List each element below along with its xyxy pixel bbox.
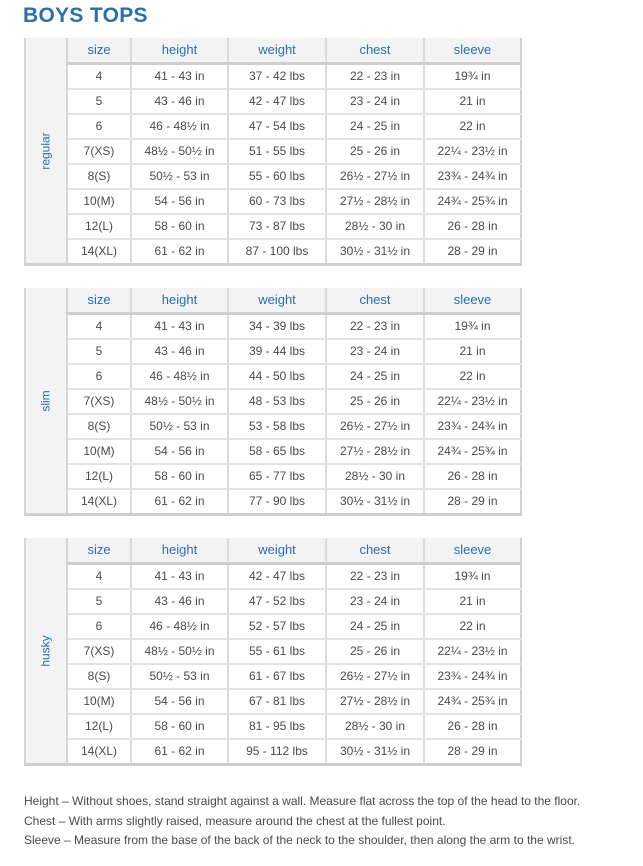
table-row: [25, 714, 521, 739]
table-row: [25, 614, 521, 639]
cell-height: 54 - 56 in: [131, 439, 228, 464]
cell-size: 12(L): [67, 714, 131, 739]
cell-size: 14(XL): [67, 489, 131, 515]
cell-chest: 23 - 24 in: [326, 589, 424, 614]
table-row: [25, 239, 521, 265]
fit-label-cell: [25, 538, 67, 765]
cell-weight: 77 - 90 lbs: [228, 489, 326, 515]
cell-sleeve: 23¾ - 24¾ in: [424, 414, 521, 439]
cell-weight: 34 - 39 lbs: [228, 314, 326, 340]
cell-height: 41 - 43 in: [131, 564, 228, 590]
column-header-weight: weight: [228, 538, 326, 564]
column-header-height: height: [131, 538, 228, 564]
cell-height: 50½ - 53 in: [131, 664, 228, 689]
cell-size: 4: [67, 564, 131, 590]
cell-height: 54 - 56 in: [131, 189, 228, 214]
cell-chest: 23 - 24 in: [326, 339, 424, 364]
cell-weight: 44 - 50 lbs: [228, 364, 326, 389]
table-header-row: [25, 38, 521, 64]
cell-height: 58 - 60 in: [131, 464, 228, 489]
column-header-size: size: [67, 38, 131, 64]
cell-sleeve: 24¾ - 25¾ in: [424, 439, 521, 464]
table-header-row: [25, 288, 521, 314]
cell-weight: 60 - 73 lbs: [228, 189, 326, 214]
size-table-regular: [24, 38, 522, 266]
cell-chest: 22 - 23 in: [326, 64, 424, 90]
cell-size: 6: [67, 114, 131, 139]
cell-weight: 61 - 67 lbs: [228, 664, 326, 689]
cell-height: 43 - 46 in: [131, 589, 228, 614]
cell-sleeve: 26 - 28 in: [424, 214, 521, 239]
cell-size: 12(L): [67, 214, 131, 239]
cell-sleeve: 19¾ in: [424, 564, 521, 590]
cell-weight: 53 - 58 lbs: [228, 414, 326, 439]
cell-height: 58 - 60 in: [131, 214, 228, 239]
cell-sleeve: 28 - 29 in: [424, 489, 521, 515]
cell-weight: 47 - 54 lbs: [228, 114, 326, 139]
cell-weight: 55 - 60 lbs: [228, 164, 326, 189]
cell-weight: 47 - 52 lbs: [228, 589, 326, 614]
column-header-chest: chest: [326, 538, 424, 564]
cell-sleeve: 28 - 29 in: [424, 239, 521, 265]
cell-size: 5: [67, 339, 131, 364]
cell-height: 43 - 46 in: [131, 339, 228, 364]
cell-sleeve: 24¾ - 25¾ in: [424, 689, 521, 714]
fit-label-cell: [25, 288, 67, 515]
cell-weight: 58 - 65 lbs: [228, 439, 326, 464]
cell-weight: 42 - 47 lbs: [228, 564, 326, 590]
table-row: [25, 564, 521, 590]
cell-height: 61 - 62 in: [131, 739, 228, 765]
cell-sleeve: 22¼ - 23½ in: [424, 389, 521, 414]
cell-weight: 73 - 87 lbs: [228, 214, 326, 239]
cell-sleeve: 23¾ - 24¾ in: [424, 664, 521, 689]
cell-weight: 55 - 61 lbs: [228, 639, 326, 664]
cell-size: 6: [67, 364, 131, 389]
cell-weight: 95 - 112 lbs: [228, 739, 326, 765]
cell-sleeve: 22 in: [424, 114, 521, 139]
table-row: [25, 664, 521, 689]
cell-chest: 28½ - 30 in: [326, 464, 424, 489]
fit-label: regular: [38, 131, 53, 170]
fit-label-cell: [25, 38, 67, 265]
cell-chest: 24 - 25 in: [326, 614, 424, 639]
cell-sleeve: 22¼ - 23½ in: [424, 639, 521, 664]
column-header-sleeve: sleeve: [424, 538, 521, 564]
table-row: [25, 439, 521, 464]
cell-height: 48½ - 50½ in: [131, 639, 228, 664]
cell-chest: 26½ - 27½ in: [326, 414, 424, 439]
cell-size: 7(XS): [67, 639, 131, 664]
cell-weight: 48 - 53 lbs: [228, 389, 326, 414]
cell-height: 48½ - 50½ in: [131, 139, 228, 164]
table-row: [25, 389, 521, 414]
cell-sleeve: 24¾ - 25¾ in: [424, 189, 521, 214]
cell-height: 46 - 48½ in: [131, 114, 228, 139]
table-header-row: [25, 538, 521, 564]
fit-label: husky: [38, 634, 53, 667]
cell-height: 43 - 46 in: [131, 89, 228, 114]
column-header-sleeve: sleeve: [424, 288, 521, 314]
cell-weight: 52 - 57 lbs: [228, 614, 326, 639]
footnote-chest: Chest – With arms slightly raised, measure around the chest at the fullest point.: [24, 813, 446, 828]
cell-height: 61 - 62 in: [131, 239, 228, 265]
fit-label: slim: [38, 389, 53, 412]
cell-size: 8(S): [67, 414, 131, 439]
cell-weight: 67 - 81 lbs: [228, 689, 326, 714]
cell-size: 7(XS): [67, 139, 131, 164]
cell-chest: 28½ - 30 in: [326, 714, 424, 739]
column-header-height: height: [131, 38, 228, 64]
cell-chest: 30½ - 31½ in: [326, 239, 424, 265]
measurement-notes: [24, 792, 580, 851]
cell-sleeve: 21 in: [424, 89, 521, 114]
cell-size: 5: [67, 589, 131, 614]
cell-sleeve: 19¾ in: [424, 64, 521, 90]
cell-weight: 39 - 44 lbs: [228, 339, 326, 364]
column-header-size: size: [67, 538, 131, 564]
column-header-sleeve: sleeve: [424, 38, 521, 64]
cell-chest: 30½ - 31½ in: [326, 489, 424, 515]
cell-sleeve: 22¼ - 23½ in: [424, 139, 521, 164]
table-row: [25, 414, 521, 439]
cell-chest: 25 - 26 in: [326, 139, 424, 164]
cell-chest: 27½ - 28½ in: [326, 189, 424, 214]
table-row: [25, 589, 521, 614]
table-row: [25, 314, 521, 340]
column-header-weight: weight: [228, 38, 326, 64]
cell-height: 61 - 62 in: [131, 489, 228, 515]
cell-chest: 22 - 23 in: [326, 564, 424, 590]
table-row: [25, 489, 521, 515]
footnote-sleeve: Sleeve – Measure from the base of the back of the neck to the shoulder, then along the arm to the wrist.: [24, 833, 575, 847]
cell-sleeve: 23¾ - 24¾ in: [424, 164, 521, 189]
size-table-slim: [24, 288, 522, 516]
cell-height: 41 - 43 in: [131, 64, 228, 90]
cell-size: 7(XS): [67, 389, 131, 414]
cell-chest: 25 - 26 in: [326, 389, 424, 414]
cell-size: 12(L): [67, 464, 131, 489]
table-row: [25, 64, 521, 90]
cell-chest: 25 - 26 in: [326, 639, 424, 664]
cell-sleeve: 21 in: [424, 589, 521, 614]
cell-sleeve: 26 - 28 in: [424, 464, 521, 489]
cell-chest: 24 - 25 in: [326, 364, 424, 389]
cell-chest: 26½ - 27½ in: [326, 164, 424, 189]
cell-size: 8(S): [67, 664, 131, 689]
cell-height: 48½ - 50½ in: [131, 389, 228, 414]
cell-weight: 37 - 42 lbs: [228, 64, 326, 90]
cell-height: 41 - 43 in: [131, 314, 228, 340]
cell-size: 4: [67, 314, 131, 340]
table-row: [25, 89, 521, 114]
column-header-weight: weight: [228, 288, 326, 314]
cell-size: 10(M): [67, 439, 131, 464]
cell-chest: 24 - 25 in: [326, 114, 424, 139]
column-header-height: height: [131, 288, 228, 314]
column-header-chest: chest: [326, 288, 424, 314]
cell-sleeve: 28 - 29 in: [424, 739, 521, 765]
table-row: [25, 639, 521, 664]
cell-sleeve: 22 in: [424, 614, 521, 639]
cell-chest: 23 - 24 in: [326, 89, 424, 114]
cell-sleeve: 22 in: [424, 364, 521, 389]
column-header-chest: chest: [326, 38, 424, 64]
cell-sleeve: 21 in: [424, 339, 521, 364]
table-row: [25, 689, 521, 714]
table-row: [25, 739, 521, 765]
table-row: [25, 139, 521, 164]
column-header-size: size: [67, 288, 131, 314]
cell-weight: 65 - 77 lbs: [228, 464, 326, 489]
footnote-height: Height – Without shoes, stand straight against a wall. Measure flat across the top of the head to the floor.: [24, 794, 581, 808]
cell-weight: 42 - 47 lbs: [228, 89, 326, 114]
cell-chest: 27½ - 28½ in: [326, 439, 424, 464]
cell-height: 54 - 56 in: [131, 689, 228, 714]
table-row: [25, 164, 521, 189]
cell-height: 50½ - 53 in: [131, 164, 228, 189]
cell-sleeve: 26 - 28 in: [424, 714, 521, 739]
cell-size: 10(M): [67, 689, 131, 714]
table-row: [25, 464, 521, 489]
cell-size: 6: [67, 614, 131, 639]
cell-height: 50½ - 53 in: [131, 414, 228, 439]
cell-weight: 87 - 100 lbs: [228, 239, 326, 265]
table-row: [25, 214, 521, 239]
cell-size: 8(S): [67, 164, 131, 189]
table-row: [25, 114, 521, 139]
cell-chest: 22 - 23 in: [326, 314, 424, 340]
table-row: [25, 364, 521, 389]
cell-sleeve: 19¾ in: [424, 314, 521, 340]
cell-height: 58 - 60 in: [131, 714, 228, 739]
cell-weight: 51 - 55 lbs: [228, 139, 326, 164]
cell-chest: 26½ - 27½ in: [326, 664, 424, 689]
cell-chest: 28½ - 30 in: [326, 214, 424, 239]
cell-size: 14(XL): [67, 239, 131, 265]
cell-size: 4: [67, 64, 131, 90]
cell-height: 46 - 48½ in: [131, 614, 228, 639]
cell-chest: 30½ - 31½ in: [326, 739, 424, 765]
cell-height: 46 - 48½ in: [131, 364, 228, 389]
page-title: BOYS TOPS: [23, 4, 148, 27]
cell-size: 5: [67, 89, 131, 114]
cell-size: 10(M): [67, 189, 131, 214]
cell-size: 14(XL): [67, 739, 131, 765]
cell-weight: 81 - 95 lbs: [228, 714, 326, 739]
table-row: [25, 339, 521, 364]
table-row: [25, 189, 521, 214]
cell-chest: 27½ - 28½ in: [326, 689, 424, 714]
size-table-husky: [24, 538, 522, 766]
